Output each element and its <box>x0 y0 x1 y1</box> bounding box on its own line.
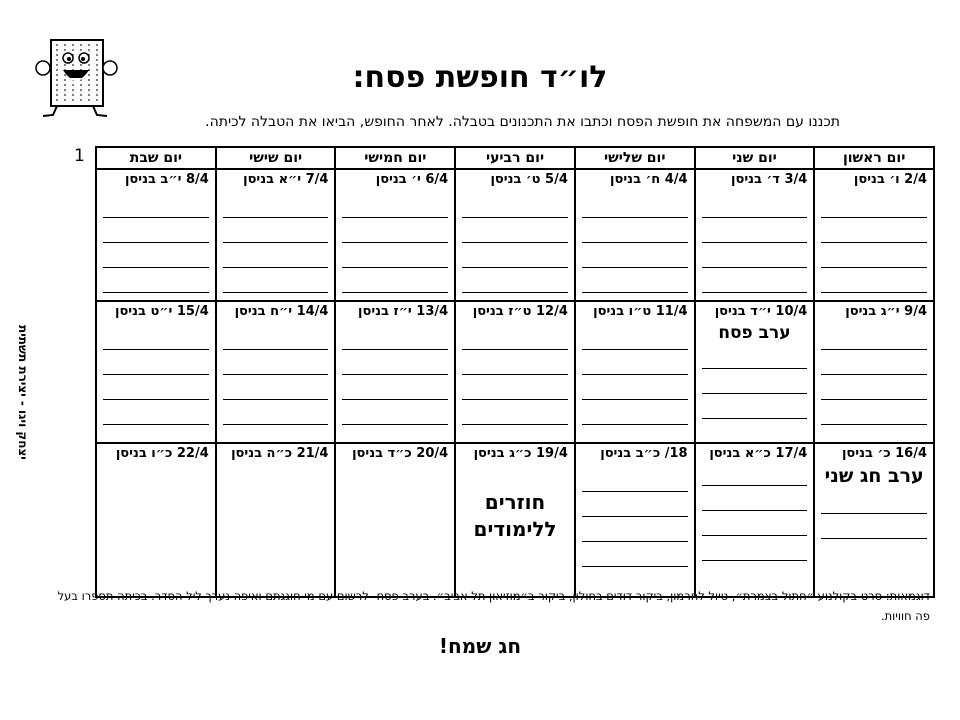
writing-line <box>103 218 209 243</box>
week-row <box>96 443 934 597</box>
writing-line <box>702 369 808 394</box>
day-cell[interactable] <box>335 443 455 597</box>
calendar-table <box>95 146 935 598</box>
day-cell[interactable] <box>216 169 336 301</box>
cell-date: 16/4 כ׳ בניסן <box>841 446 927 461</box>
writing-line <box>223 268 329 293</box>
cell-date: 20/4 כ״ד בניסן <box>352 446 449 461</box>
writing-line <box>702 243 808 268</box>
day-cell[interactable] <box>814 169 934 301</box>
writing-line <box>342 400 448 425</box>
writing-line <box>103 187 209 218</box>
instructions-text: תכננו עם המשפחה את חופשת הפסח וכתבו את התכנונים בטבלה. לאחר החופש, הביאו את הטבלה לכיתה. <box>205 114 840 130</box>
writing-line <box>223 218 329 243</box>
writing-line <box>702 218 808 243</box>
writing-line <box>821 243 927 268</box>
day-header: יום שבת <box>96 147 216 169</box>
day-header-row <box>96 147 934 169</box>
cell-date: 7/4 י״א בניסן <box>243 172 329 187</box>
writing-line <box>821 319 927 350</box>
day-cell[interactable] <box>575 443 695 597</box>
cell-date: 12/4 ט״ז בניסן <box>472 304 568 319</box>
writing-line <box>582 542 688 567</box>
day-header: יום שישי <box>216 147 336 169</box>
cell-note: ערב חג שני <box>824 465 924 487</box>
week-row <box>96 169 934 301</box>
writing-line <box>582 400 688 425</box>
day-cell[interactable] <box>335 301 455 443</box>
writing-line <box>702 344 808 369</box>
side-credit-text: יצחק ויגו - יצירת תשתית <box>16 325 30 460</box>
cell-date: 18/ כ״ב בניסן <box>600 446 688 461</box>
writing-line <box>702 268 808 293</box>
writing-line <box>342 375 448 400</box>
day-cell[interactable] <box>216 301 336 443</box>
day-cell[interactable] <box>575 169 695 301</box>
writing-line <box>103 350 209 375</box>
writing-line <box>821 350 927 375</box>
cell-date: 22/4 כ״ו בניסן <box>115 446 209 461</box>
day-cell[interactable] <box>96 301 216 443</box>
cell-date: 13/4 י״ז בניסן <box>358 304 449 319</box>
writing-line <box>582 375 688 400</box>
writing-line <box>103 400 209 425</box>
day-cell[interactable] <box>335 169 455 301</box>
cell-date: 14/4 י״ח בניסן <box>234 304 329 319</box>
writing-line <box>342 243 448 268</box>
writing-line <box>342 268 448 293</box>
writing-line <box>821 218 927 243</box>
writing-line <box>702 486 808 511</box>
cell-date: 8/4 י״ב בניסן <box>124 172 209 187</box>
writing-line <box>582 461 688 492</box>
day-cell[interactable] <box>575 301 695 443</box>
writing-line <box>702 536 808 561</box>
writing-line <box>821 375 927 400</box>
page-number: 1 <box>74 146 85 166</box>
writing-line <box>702 461 808 486</box>
day-cell[interactable] <box>455 301 575 443</box>
writing-line <box>462 243 568 268</box>
day-cell[interactable] <box>695 169 815 301</box>
cell-note: חוזרים ללימודים <box>473 490 557 541</box>
day-cell[interactable] <box>695 301 815 443</box>
cell-date: 11/4 ט״ו בניסן <box>593 304 688 319</box>
writing-line <box>582 492 688 517</box>
day-header: יום שלישי <box>575 147 695 169</box>
writing-line <box>462 268 568 293</box>
writing-line <box>223 400 329 425</box>
writing-line <box>462 350 568 375</box>
day-cell[interactable] <box>96 169 216 301</box>
week-row <box>96 301 934 443</box>
writing-line <box>223 319 329 350</box>
cell-date: 10/4 י״ד בניסן <box>714 304 808 319</box>
day-cell[interactable] <box>814 443 934 597</box>
day-header: יום ראשון <box>814 147 934 169</box>
writing-line <box>582 319 688 350</box>
day-header: יום שני <box>695 147 815 169</box>
writing-line <box>582 268 688 293</box>
writing-line <box>462 400 568 425</box>
writing-line <box>582 243 688 268</box>
day-cell[interactable] <box>216 443 336 597</box>
writing-line <box>821 489 927 514</box>
writing-line <box>462 218 568 243</box>
cell-note: ערב פסח <box>718 323 791 343</box>
writing-line <box>702 187 808 218</box>
writing-line <box>702 511 808 536</box>
day-cell[interactable] <box>695 443 815 597</box>
writing-line <box>582 187 688 218</box>
writing-line <box>702 394 808 419</box>
writing-line <box>582 218 688 243</box>
examples-text: דוגמאות: סרט בקולנוע ״חתול בצמרת״, טיול לחרמון, ביקור דודים בחולון, ביקור ב״מוזיאון תל אביב״. בערב פסח- לרשום עם מי חוגגתם ואיפה נערך ליל הסדר. בכיתה תספרו בעל פה חוויות. <box>57 589 930 623</box>
cell-date: 21/4 כ״ה בניסן <box>231 446 329 461</box>
day-header: יום רביעי <box>455 147 575 169</box>
writing-line <box>462 187 568 218</box>
day-cell[interactable] <box>455 443 575 597</box>
cell-date: 9/4 י״ג בניסן <box>845 304 927 319</box>
page-title: לו״ד חופשת פסח: <box>352 60 608 95</box>
day-cell[interactable] <box>96 443 216 597</box>
writing-line <box>103 319 209 350</box>
writing-line <box>223 243 329 268</box>
writing-line <box>342 350 448 375</box>
writing-line <box>582 350 688 375</box>
writing-line <box>821 400 927 425</box>
writing-line <box>821 187 927 218</box>
cell-date: 2/4 ו׳ בניסן <box>853 172 927 187</box>
cell-date: 6/4 י׳ בניסן <box>375 172 449 187</box>
writing-line <box>223 375 329 400</box>
day-header: יום חמישי <box>335 147 455 169</box>
writing-line <box>582 517 688 542</box>
day-cell[interactable] <box>814 301 934 443</box>
cell-date: 4/4 ח׳ בניסן <box>610 172 688 187</box>
writing-line <box>821 514 927 539</box>
writing-line <box>821 268 927 293</box>
writing-line <box>223 350 329 375</box>
closing-greeting: חג שמח! <box>438 634 522 658</box>
writing-line <box>342 218 448 243</box>
cell-date: 19/4 כ״ג בניסן <box>473 446 568 461</box>
cell-date: 15/4 י״ט בניסן <box>115 304 209 319</box>
cell-date: 17/4 כ״א בניסן <box>709 446 808 461</box>
writing-line <box>103 243 209 268</box>
writing-line <box>462 319 568 350</box>
matzah-cartoon-icon <box>33 38 119 120</box>
writing-line <box>223 187 329 218</box>
writing-line <box>103 268 209 293</box>
day-cell[interactable] <box>455 169 575 301</box>
cell-date: 3/4 ד׳ בניסן <box>731 172 808 187</box>
writing-line <box>103 375 209 400</box>
writing-line <box>342 187 448 218</box>
writing-line <box>342 319 448 350</box>
writing-line <box>462 375 568 400</box>
cell-date: 5/4 ט׳ בניסן <box>490 172 568 187</box>
